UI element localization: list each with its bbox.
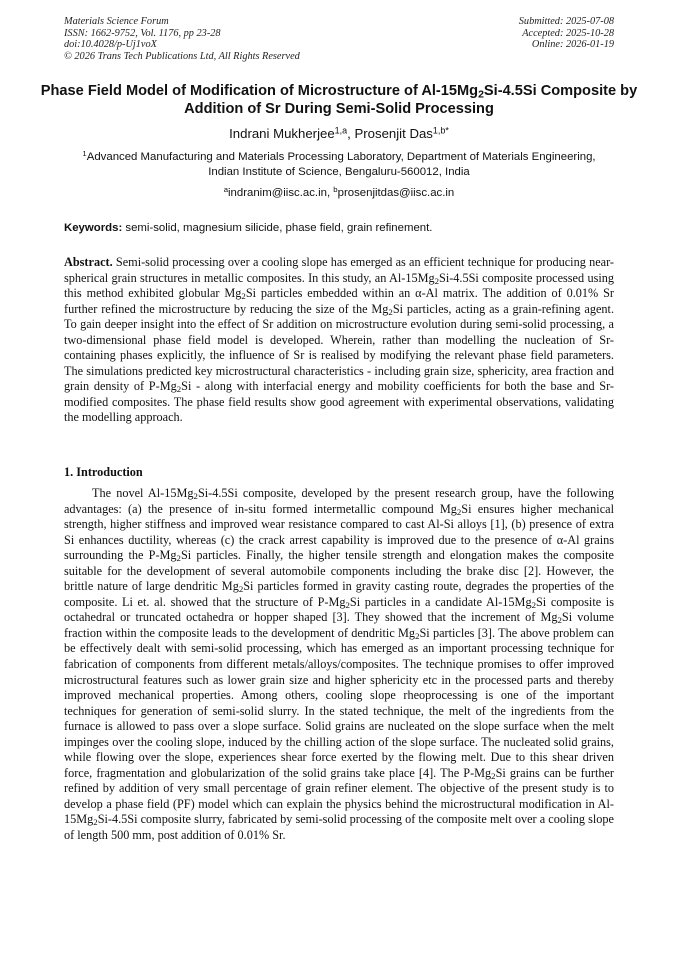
abstract-text: Si particles embedded within an α-Al matrix. The addition of 0.01% Sr further refined the microstructure by reducing the size of the Mg (64, 286, 614, 316)
body-text: Si-4.5Si composite slurry, fabricated by semi-solid processing of the composite melt over a cooling slope of length 500 mm, post addition of 0.01% Sr. (64, 812, 614, 843)
title-part: Phase Field Model of Modification of Microstructure of Al-15Mg (40, 83, 479, 99)
author-list (40, 126, 638, 142)
email-link[interactable]: prosenjitdas@iisc.ac.in (337, 187, 455, 199)
paper-title (40, 82, 638, 118)
affiliation-marker: 1 (82, 149, 87, 159)
author-separator: , (347, 126, 355, 141)
author-name: Indrani Mukherjee (229, 126, 335, 141)
abstract-text: Si-4.5Si composite processed using this method exhibited globular Mg (64, 270, 614, 301)
body-text: Si-4.5Si composite, developed by the present research group, have the following advantages: (a) the presence of in-situ formed intermetallic compound Mg (64, 486, 614, 516)
keywords-text: semi-solid, magnesium silicide, phase field, grain refinement. (122, 222, 433, 234)
body-text: Si composite is octahedral or truncated octahedra or hopper shaped [3]. They showed that the increment of Mg (64, 594, 614, 625)
body-text: Si particles formed in gravity casting route, degrades the properties of the composite. Li et. al. showed that the structure of P-Mg (64, 579, 614, 609)
author-emails (40, 186, 638, 200)
submitted-date: Submitted: 2025-07-08 (518, 16, 614, 27)
author-affiliation-marker: 1,a (334, 125, 348, 136)
affiliation (80, 150, 598, 180)
journal-name: Materials Science Forum (64, 16, 169, 27)
subscript: 2 (415, 630, 420, 641)
abstract-text: Si - along with interfacial energy and mobility coefficients for both the base and Sr-modified composites. The phase field results show good agreement with experimental observations, validating the modelling approach. (64, 379, 615, 425)
body-text: Si ensures higher mechanical strength, higher stiffness and improved wear resistance compared to cast Al-Si alloys [1], (b) presence of extra Si enhances ductility, whereas (c) the crack arrest capability is improved due to the presence of α-Al grains surrounding the P-Mg (64, 501, 614, 563)
subscript: 2 (557, 615, 562, 626)
body-text: Si particles in a candidate Al-15Mg (349, 594, 532, 609)
issn-line: ISSN: 1662-9752, Vol. 1176, pp 23-28 (64, 27, 221, 39)
dates-header (519, 16, 614, 51)
online-date: Online: 2026-01-19 (531, 39, 614, 51)
copyright-line: © 2026 Trans Tech Publications Ltd, All Rights Reserved (64, 50, 300, 62)
author-affiliation-marker: 1,b* (432, 125, 449, 136)
title-subscript: 2 (478, 88, 484, 101)
author-name: Prosenjit Das (354, 126, 433, 141)
introduction-paragraph (64, 486, 614, 844)
doi-line: doi:10.4028/p-Uj1voX (64, 39, 157, 51)
body-text: Si grains can be further refined by addition of very small percentage of grain refiner element. The objective of the present study is to develop a phase field (PF) model which can explain the physics behind the microstructural modification in Al-15Mg (64, 765, 615, 827)
subscript: 2 (93, 817, 98, 828)
abstract (64, 255, 614, 426)
section-heading: 1. Introduction (64, 465, 143, 479)
email-marker: b (333, 185, 338, 195)
subscript: 2 (345, 599, 350, 610)
subscript: 2 (531, 599, 536, 610)
subscript: 2 (388, 306, 393, 317)
subscript: 2 (434, 275, 439, 286)
body-text: Si volume fraction within the composite leads to the development of dendritic Mg (64, 610, 614, 640)
email-separator: , (326, 187, 334, 199)
email-marker: a (223, 185, 229, 195)
subscript: 2 (491, 770, 496, 781)
email-link[interactable]: indranim@iisc.ac.in (228, 187, 327, 199)
keywords (64, 221, 624, 235)
subscript: 2 (176, 384, 182, 395)
title-part: Si-4.5Si Composite by Addition of Sr During Semi-Solid Processing (184, 83, 638, 117)
subscript: 2 (241, 291, 246, 302)
body-text: Si particles [3]. The above problem can be effectively dealt with semi-solid processing, which has emerged as an important processing technique for fabrication of components from different metals/alloys/composites. The technique promises to offer improved microstructural features such as lower grain size and higher sphericity etc in the processed parts and thereby improved mechanical properties. Among others, cooling slope rheoprocessing is one of the important techniques for generation of semi-solid slurry. In the stated technique, the melt of the ingredients from the furnace is allowed to pass over a slope surface. Solid grains are nucleated on the slope surface when the melt impinges over the cooling slope, induced by the chilling action of the slope surface. The nucleated solid grains, while flowing over the slope, experiences shear force exerted by the flowing melt. Due to this shear driven force, fragmentation and globularization of the solid grains take place [4]. The P-Mg (64, 625, 615, 780)
subscript: 2 (193, 490, 198, 501)
subscript: 2 (456, 506, 462, 517)
affiliation-text: Advanced Manufacturing and Materials Processing Laboratory, Department of Materials Engineering, Indian Institute of Science, Bengaluru-560012, India (86, 151, 596, 178)
accepted-date: Accepted: 2025-10-28 (522, 27, 614, 39)
body-text: Si particles. Finally, the higher tensile strength and elongation makes the composite suitable for the development of several automobile components including the brake disc [2]. However, the brittle nature of large dendritic Mg (64, 548, 614, 594)
keywords-label: Keywords: (64, 222, 123, 234)
abstract-text: Semi-solid processing over a cooling slope has emerged as an efficient technique for producing near-spherical grain structures in metallic composites. In this study, an Al-15Mg (64, 255, 614, 285)
abstract-label: Abstract. (64, 255, 113, 269)
journal-header (64, 16, 300, 62)
subscript: 2 (238, 584, 244, 595)
subscript: 2 (176, 553, 181, 564)
abstract-text: Si particles, acting as a grain-refining agent. To gain deeper insight into the effect of Sr addition on microstructure evolution during semi-solid processing, a two-dimensional phase field model is developed. Wherein, rather than modelling the nucleation of Sr-containing phases explicitly, the influence of Sr is realised by modifying the relevant phase field parameters. The simulations predicted key microstructural characteristics - including grain size, sphericity, area fraction and grain density of P-Mg (64, 301, 615, 394)
body-text: The novel Al-15Mg (92, 486, 194, 500)
